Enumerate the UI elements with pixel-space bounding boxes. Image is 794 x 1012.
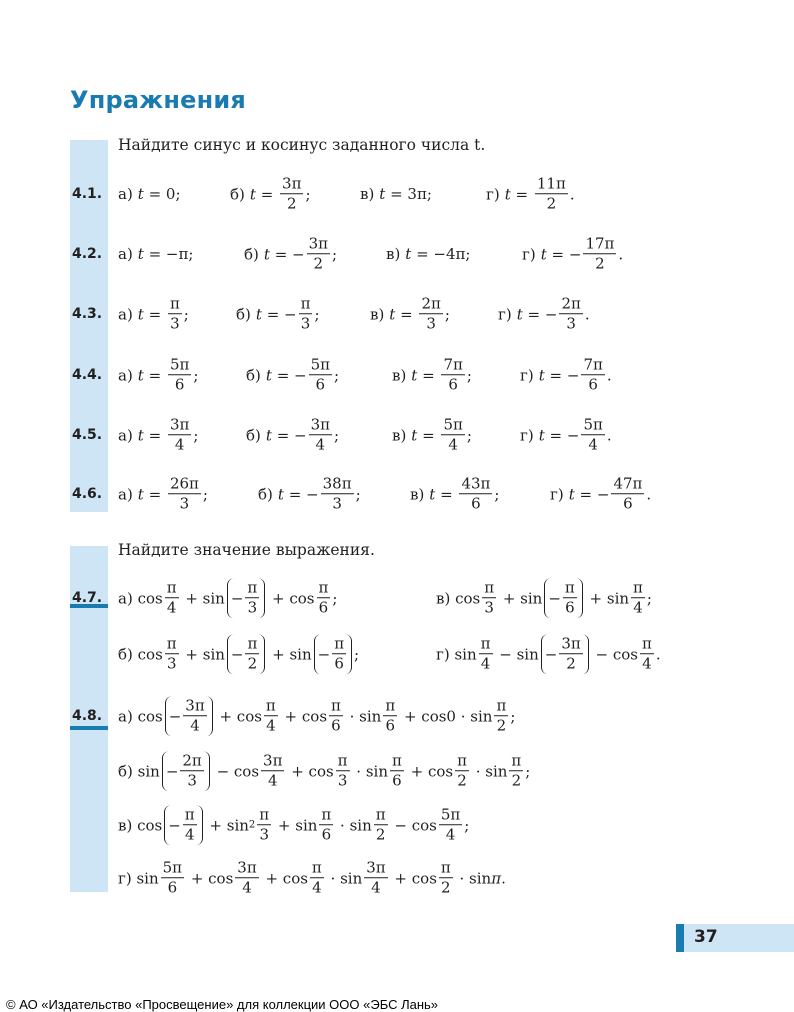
part-c: в) t = $\frac{7\pi}{6}$ ; [392,355,472,394]
section2-instruction: Найдите значение выражения. [118,541,375,559]
copyright-notice: © АО «Издательство «Просвещение» для коллекции ООО «ЭБС Лань» [6,997,439,1012]
part-d: г) t = $\frac{11\pi}{2}$ . [486,174,575,213]
part-c: в) t = $\frac{2\pi}{3}$ ; [370,294,450,333]
part-d: г) t = − $\frac{7\pi}{6}$ . [520,355,612,394]
problem-number: 4.8. [72,708,103,724]
problem-4-8-underline [70,726,108,730]
part-b: б) t = − $\frac{38\pi}{3}$ ; [258,474,361,513]
part-d: г) sin $\frac{5\pi}{6}$ + cos $\frac{3\pi}{4}$ + cos $\frac{\pi}{4}$ · sin $\frac{3\pi}{4}$ + cos $\frac{\pi}{2}$ · sin π . [118,858,506,897]
part-b: б) t = $\frac{3\pi}{2}$ ; [230,174,311,213]
problem-number: 4.2. [72,246,103,262]
part-c: в) cos $\frac{\pi}{3}$ + sin − $\frac{\pi}{6}$ + sin $\frac{\pi}{4}$ ; [436,578,652,617]
part-d: г) t = − $\frac{5\pi}{4}$ . [520,415,612,454]
problem-number: 4.3. [72,306,103,322]
part-a: а) cos $\frac{\pi}{4}$ + sin − $\frac{\pi}{3}$ + cos $\frac{\pi}{6}$ ; [118,578,338,617]
problem-number: 4.6. [72,486,103,502]
page-number-marker [676,924,684,952]
part-a: а) t = $\frac{26\pi}{3}$ ; [118,474,208,513]
problem-number: 4.5. [72,427,103,443]
part-b: б) t = − $\frac{\pi}{3}$ ; [236,294,320,333]
part-c: в) t = $\frac{5\pi}{4}$ ; [392,415,472,454]
part-a: а) cos − $\frac{3\pi}{4}$ + cos $\frac{\pi}{4}$ + cos $\frac{\pi}{6}$ · sin $\frac{\pi}{6}$ + cos0 · sin $\frac{\pi}{2}$ ; [118,696,516,735]
part-a: а) t = 0; [118,185,181,203]
part-c: в) t = $\frac{43\pi}{6}$ ; [410,474,500,513]
part-c: в) t = 3π; [360,185,432,203]
part-d: г) t = − $\frac{2\pi}{3}$ . [498,294,590,333]
part-b: б) t = − $\frac{3\pi}{4}$ ; [246,415,340,454]
part-b: б) t = − $\frac{5\pi}{6}$ ; [246,355,340,394]
part-d: г) sin $\frac{\pi}{4}$ − sin − $\frac{3\pi}{2}$ − cos $\frac{\pi}{4}$ . [436,634,661,673]
problem-number: 4.7. [72,590,103,606]
part-c: в) t = −4π; [386,245,471,263]
part-a: а) t = −π; [118,245,194,263]
part-b: б) t = − $\frac{3\pi}{2}$ ; [244,234,338,273]
part-b: б) sin − $\frac{2\pi}{3}$ − cos $\frac{3\pi}{4}$ + cos $\frac{\pi}{3}$ · sin $\frac{\pi}{6}$ + cos $\frac{\pi}{2}$ · sin $\frac{\pi}{2}$ ; [118,751,531,790]
part-d: г) t = − $\frac{17\pi}{2}$ . [522,234,624,273]
problem-number: 4.4. [72,367,103,383]
part-d: г) t = − $\frac{47\pi}{6}$ . [550,474,652,513]
part-a: а) t = $\frac{3\pi}{4}$ ; [118,415,199,454]
problem-number: 4.1. [72,186,103,202]
part-c: в) cos − $\frac{\pi}{4}$ + sin 2 $\frac{\pi}{3}$ + sin $\frac{\pi}{6}$ · sin $\frac{\pi}{2}$ − cos $\frac{5\pi}{4}$ ; [118,805,470,844]
part-a: а) t = $\frac{5\pi}{6}$ ; [118,355,199,394]
part-b: б) cos $\frac{\pi}{3}$ + sin − $\frac{\pi}{2}$ + sin − $\frac{\pi}{6}$ ; [118,634,360,673]
page-heading: Упражнения [70,86,247,114]
section1-instruction: Найдите синус и косинус заданного числа t. [118,136,486,154]
part-a: а) t = $\frac{\pi}{3}$ ; [118,294,189,333]
page-number: 37 [694,927,718,947]
